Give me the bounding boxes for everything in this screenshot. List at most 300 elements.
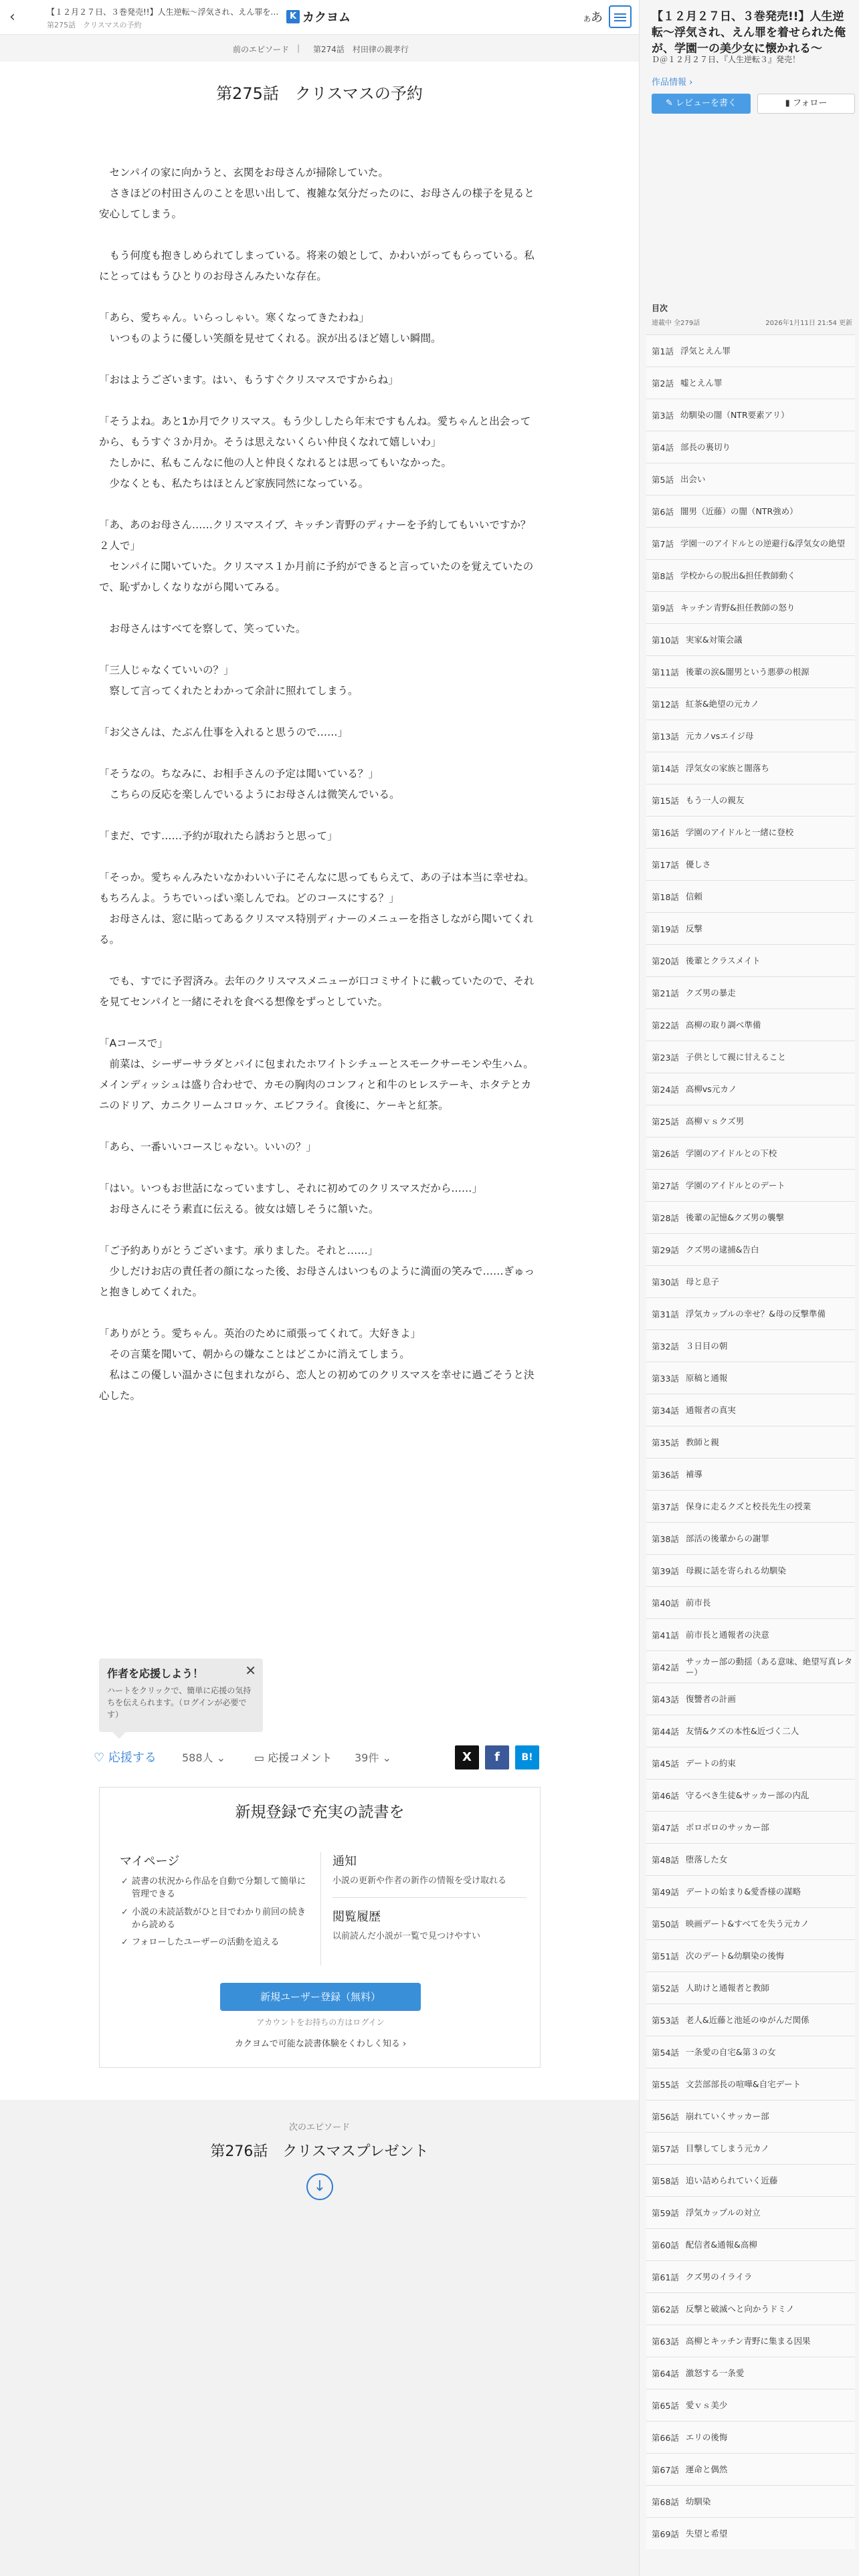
- down-arrow-icon[interactable]: ↓: [306, 2173, 333, 2200]
- chapter-number: 第30話: [652, 1277, 679, 1287]
- body-paragraph: [99, 1158, 541, 1178]
- chapter-title: クズ男の逮捕&告白: [685, 1244, 759, 1255]
- toc-menu-icon[interactable]: [609, 5, 632, 28]
- chapter-item[interactable]: [646, 1683, 855, 1715]
- body-paragraph: さきほどの村田さんのことを思い出して、複雑な気分だったのに、お母さんの様子を見ると安心してしまう。: [99, 187, 535, 220]
- chapter-title: 幼馴染: [685, 2496, 711, 2506]
- episode-nav: 前のエピソード | 第274話 村田律の親孝行: [0, 35, 639, 62]
- register-button[interactable]: 新規ユーザー登録（無料）: [220, 1983, 421, 2011]
- body-paragraph: [99, 847, 541, 867]
- cheer-count[interactable]: 588人 ⌄: [182, 1751, 226, 1764]
- body-paragraph: その言葉を聞いて、朝からの嫌なことはどこかに消えてしまう。: [99, 1348, 410, 1360]
- chapter-title: 浮気とえん罪: [680, 345, 731, 356]
- kakuyomu-logo[interactable]: K カクヨム: [286, 8, 351, 25]
- chapter-item[interactable]: [646, 623, 855, 655]
- chapter-title: 子供として親に甘えること: [685, 1051, 786, 1062]
- body-paragraph: [99, 598, 541, 619]
- chapter-number: 第64話: [652, 2368, 679, 2379]
- chapter-item[interactable]: [646, 591, 855, 623]
- chapter-title: 幼馴染の闇（NTR要素アリ）: [680, 409, 789, 420]
- chapter-number: 第43話: [652, 1694, 679, 1705]
- chapter-title: 出会い: [680, 473, 706, 484]
- cheer-tooltip: [99, 1658, 263, 1732]
- body-paragraph: [99, 287, 541, 308]
- body-paragraph: いつものように優しい笑顔を見せてくれる。涙が出るほど嬉しい瞬間。: [99, 332, 442, 344]
- chapter-number: 第21話: [652, 988, 679, 998]
- chapter-number: 第55話: [652, 2079, 679, 2090]
- body-paragraph: お母さんは、窓に貼ってあるクリスマス特別ディナーのメニューを指さしながら聞いてくれる。: [99, 913, 534, 946]
- chapter-number: 第28話: [652, 1212, 679, 1223]
- chapter-item[interactable]: [646, 1907, 855, 1939]
- chapter-item[interactable]: [646, 784, 855, 816]
- next-episode-title[interactable]: 第276話 クリスマスプレゼント: [210, 2143, 429, 2160]
- chapter-item[interactable]: [646, 1843, 855, 1875]
- chapter-item[interactable]: [646, 1458, 855, 1490]
- toc-title: 目次: [652, 304, 668, 313]
- body-paragraph: もう何度も抱きしめられてしまっている。将来の娘として、かわいがってもらっている。私にとってはもうひとりのお母さんみたいな存在。: [99, 249, 535, 282]
- chapter-number: 第63話: [652, 2336, 679, 2347]
- chapter-title: クズ男のイライラ: [685, 2271, 753, 2282]
- mypage-item: ✓ 読書の状況から作品を自動で分類して簡単に管理できる: [132, 1876, 310, 1901]
- chapter-title: 復讐者の計画: [685, 1693, 736, 1704]
- body-paragraph: 「そうなの。ちなみに、お相手さんの予定は聞いている？」: [99, 768, 379, 780]
- body-paragraph: 前菜は、シーザーサラダとパイに包まれたホワイトシチューとスモークサーモンや生ハム。メインディッシュは盛り合わせで、カモの胸肉のコンフィと和牛のヒレステーキ、ホタテとカニのドリア、カニクリームコロッケ、エビフライ。食後に、ケーキと紅茶。: [99, 1058, 534, 1111]
- chapter-number: 第48話: [652, 1854, 679, 1865]
- chapter-item[interactable]: [646, 1586, 855, 1618]
- chapter-title: 前市長: [685, 1597, 711, 1608]
- chapter-item[interactable]: [646, 1971, 855, 2004]
- chapter-title: 原稿と通報: [685, 1372, 728, 1383]
- chapter-number: 第15話: [652, 795, 679, 806]
- chapter-item[interactable]: [646, 1169, 855, 1201]
- chapter-number: 第11話: [652, 667, 679, 677]
- x-share-icon[interactable]: X: [455, 1745, 479, 1769]
- history-title: 閲覧履歴: [332, 1909, 381, 1924]
- chapter-list: [646, 334, 855, 2549]
- learn-more-link[interactable]: カクヨムで可能な読書体験をくわしく知る ›: [234, 2039, 407, 2049]
- chapter-title: 信頼: [685, 891, 702, 901]
- chapter-title: 嘘とえん罪: [680, 377, 723, 388]
- sidebar-work-title[interactable]: 【１２月２７日、３巻発売!!】人生逆転～浮気され、えん罪を着せられた俺が、学園一の美少女に懐かれる～: [652, 10, 846, 56]
- chapter-title: 保身に走るクズと校長先生の授業: [685, 1501, 812, 1511]
- chapter-number: 第38話: [652, 1533, 679, 1544]
- chapter-title: 学園のアイドルとの下校: [685, 1148, 777, 1158]
- chapter-item[interactable]: [646, 2260, 855, 2292]
- chapter-item[interactable]: [646, 2068, 855, 2100]
- body-paragraph: 「ありがとう。愛ちゃん。英治のために頑張ってくれて。大好きよ」: [99, 1327, 421, 1339]
- chapter-title: ボロボロのサッカー部: [685, 1822, 769, 1832]
- comment-button[interactable]: ▭ 応援コメント: [254, 1751, 332, 1764]
- chapter-title: 闇男（近藤）の闇（NTR強め）: [680, 506, 798, 516]
- chapter-number: 第54話: [652, 2047, 679, 2058]
- chapter-item[interactable]: [646, 2164, 855, 2196]
- chapter-item[interactable]: [646, 880, 855, 912]
- chapter-item[interactable]: [646, 1747, 855, 1779]
- chapter-item[interactable]: [646, 2004, 855, 2036]
- chapter-number: 第27話: [652, 1180, 679, 1191]
- chapter-number: 第26話: [652, 1148, 679, 1159]
- notify-title: 通知: [332, 1854, 357, 1868]
- chapter-title: サッカー部の動揺（ある意味、絶望写真レター）: [685, 1656, 853, 1677]
- sidebar: [639, 0, 859, 2576]
- chapter-item[interactable]: [646, 1554, 855, 1586]
- chapter-item[interactable]: [646, 495, 855, 527]
- body-paragraph: こちらの反応を楽しんでいるようにお母さんは微笑んでいる。: [99, 788, 400, 800]
- body-paragraph: 私はこの優しい温かさに包まれながら、恋人との初めてのクリスマスを幸せに過ごそうと決心した。: [99, 1369, 535, 1402]
- chapter-title: 映画デート&すべてを失う元カノ: [685, 1918, 809, 1929]
- body-paragraph: 察して言ってくれたとわかって余計に照れてしまう。: [99, 685, 359, 697]
- chapter-title: デートの始まり&愛香様の謀略: [685, 1886, 801, 1897]
- chapter-item[interactable]: [646, 976, 855, 1008]
- body-paragraph: 「Aコースで」: [99, 1037, 168, 1049]
- chapter-item[interactable]: [646, 1875, 855, 1907]
- chapter-title: 後輩とクラスメイト: [685, 955, 761, 966]
- body-paragraph: 「そっか。愛ちゃんみたいなかわいい子にそんなに思ってもらえて、あの子は本当に幸せね。もちろんよ。うちでいっぱい楽しんでね。どのコースにする？」: [99, 871, 535, 904]
- mypage-item: ✓ 小説の未読話数がひと目でわかり前回の続きから読める: [132, 1907, 310, 1932]
- body-paragraph: [99, 702, 541, 722]
- chapter-title: キッチン青野&担任教師の怒り: [680, 602, 795, 613]
- chapter-item[interactable]: [646, 2036, 855, 2068]
- body-paragraph: [99, 1220, 541, 1241]
- chapter-item[interactable]: [646, 2357, 855, 2389]
- chapter-number: 第42話: [652, 1662, 679, 1673]
- chapter-title: 浮気カップルの対立: [685, 2207, 761, 2218]
- chapter-number: 第1話: [652, 346, 674, 356]
- chapter-item[interactable]: [646, 1394, 855, 1426]
- body-paragraph: 「おはようございます。はい、もうすぐクリスマスですからね」: [99, 374, 399, 386]
- chapter-title: 激怒する一条愛: [685, 2367, 745, 2378]
- chapter-item[interactable]: [646, 848, 855, 880]
- chapter-title: 失望と希望: [685, 2528, 728, 2539]
- body-paragraph: [99, 225, 541, 245]
- body-paragraph: センパイの家に向かうと、玄関をお母さんが掃除していた。: [99, 167, 389, 179]
- chapter-item[interactable]: [646, 1329, 855, 1362]
- chapter-number: 第2話: [652, 378, 674, 389]
- hatena-share-icon[interactable]: B!: [515, 1745, 539, 1769]
- body-paragraph: でも、すでに予習済み。去年のクリスマスメニューが口コミサイトに載っていたので、それを見てセンパイと一緒にそれを食べる想像をずっとしていた。: [99, 975, 535, 1008]
- body-paragraph: お母さんはすべてを察して、笑っていた。: [99, 623, 306, 635]
- chapter-item[interactable]: [646, 2389, 855, 2421]
- chapter-number: 第8話: [652, 570, 674, 581]
- chapter-item[interactable]: [646, 366, 855, 399]
- chapter-number: 第10話: [652, 635, 679, 645]
- work-title-header[interactable]: 【１２月２７日、３巻発売!!】人生逆転～浮気され、えん罪を…: [47, 7, 279, 17]
- chapter-title: 実家&対策会議: [685, 634, 743, 645]
- chapter-number: 第57話: [652, 2143, 679, 2154]
- review-button[interactable]: ✎ レビューを書く: [652, 94, 751, 114]
- body-paragraph: [99, 950, 541, 971]
- chapter-item[interactable]: [646, 559, 855, 591]
- chapter-number: 第45話: [652, 1758, 679, 1769]
- chapter-title: 目撃してしまう元カノ: [685, 2143, 769, 2153]
- divider: [332, 1897, 527, 1898]
- chapter-item[interactable]: [646, 1939, 855, 1971]
- chapter-item[interactable]: [646, 912, 855, 944]
- next-episode-section[interactable]: [0, 2100, 639, 2576]
- body-paragraph: 「ご予約ありがとうございます。承りました。それと……」: [99, 1245, 379, 1257]
- chapter-item[interactable]: [646, 1233, 855, 1265]
- chapter-item[interactable]: [646, 1137, 855, 1169]
- chapter-item[interactable]: [646, 1618, 855, 1650]
- chapter-number: 第39話: [652, 1566, 679, 1576]
- body-paragraph: 「そうよね。あと1か月でクリスマス。もう少ししたら年末ですもんね。愛ちゃんと出会ってから、もうすぐ３か月か。そうは思えないくらい仲良くなれて嬉しいわ」: [99, 415, 531, 448]
- chapter-item[interactable]: [646, 463, 855, 495]
- chapter-number: 第61話: [652, 2272, 679, 2282]
- chapter-number: 第56話: [652, 2111, 679, 2122]
- chapter-title: 崩れていくサッカー部: [685, 2111, 769, 2121]
- chapter-title: 高柳ｖｓクズ男: [685, 1115, 745, 1126]
- chapter-item[interactable]: [646, 1265, 855, 1297]
- facebook-share-icon[interactable]: f: [485, 1745, 509, 1769]
- chapter-number: 第4話: [652, 442, 674, 453]
- prev-episode-title[interactable]: 第274話 村田律の親孝行: [313, 45, 409, 54]
- chapter-title: 元カノvsエイジ母: [685, 730, 754, 741]
- chapter-number: 第13話: [652, 731, 679, 742]
- cheer-button[interactable]: ♡ 応援する: [94, 1751, 157, 1765]
- chapter-item[interactable]: [646, 720, 855, 752]
- body-paragraph: 少なくとも、私たちはほとんど家族同然になっている。: [99, 477, 369, 490]
- divider: [320, 1852, 321, 1965]
- body-paragraph: [99, 142, 541, 163]
- chapter-number: 第12話: [652, 699, 679, 710]
- chapter-number: 第20話: [652, 956, 679, 966]
- chapter-item[interactable]: [646, 334, 855, 366]
- history-text: 以前読んだ小説が一覧で見つけやすい: [332, 1931, 481, 1941]
- body-paragraph: 「あ、あのお母さん……クリスマスイブ、キッチン青野のディナーを予約してもいいですか？ ２人で」: [99, 519, 541, 552]
- chapter-title: もう一人の親友: [685, 794, 745, 805]
- chapter-number: 第7話: [652, 538, 674, 549]
- chapter-item[interactable]: [646, 1362, 855, 1394]
- chapter-number: 第25話: [652, 1116, 679, 1127]
- chapter-title: ３日目の朝: [685, 1340, 728, 1351]
- chapter-title: 第275話 クリスマスの予約: [216, 84, 423, 103]
- chapter-title: 堕落した女: [685, 1854, 728, 1864]
- chapter-number: 第41話: [652, 1630, 679, 1640]
- chapter-title: 人助けと通報者と教師: [685, 1982, 769, 1993]
- chapter-number: 第6話: [652, 506, 674, 517]
- chapter-title: 学園一のアイドルとの逆避行&浮気女の絶望: [680, 538, 846, 548]
- chapter-item[interactable]: [646, 1073, 855, 1105]
- chapter-number: 第58話: [652, 2175, 679, 2186]
- chapter-title: 配信者&通報&高柳: [685, 2239, 757, 2250]
- follow-button[interactable]: ▮ フォロー: [757, 94, 855, 114]
- logo-mark-icon: K: [286, 10, 300, 23]
- chapter-number: 第3話: [652, 410, 674, 421]
- mypage-title: マイページ: [120, 1854, 180, 1868]
- chapter-item[interactable]: [646, 655, 855, 687]
- chapter-item[interactable]: [646, 2292, 855, 2325]
- chapter-title: 教師と親: [685, 1436, 719, 1447]
- chapter-item[interactable]: [646, 1650, 855, 1683]
- chapter-title: 次のデート&幼馴染の後悔: [685, 1950, 785, 1961]
- chapter-item[interactable]: [646, 2517, 855, 2549]
- action-bar: [94, 1743, 542, 1769]
- chapter-item[interactable]: [646, 2196, 855, 2228]
- body-paragraph: たしかに、私もこんなに他の人と仲良くなれるとは思ってもいなかった。: [99, 457, 452, 469]
- chapter-number: 第37話: [652, 1501, 679, 1512]
- tooltip-title: 作者を応援しよう！: [107, 1667, 204, 1680]
- chapter-title: 後輩の涙&闇男という悪夢の根源: [685, 666, 809, 677]
- pen-icon: ✎: [665, 98, 676, 108]
- sidebar-author[interactable]: Ｄ＠１２月２７日、『人生逆転３』発売！: [652, 55, 801, 64]
- heart-icon: ♡: [94, 1751, 105, 1765]
- chapter-title: 学園のアイドルと一緒に登校: [685, 827, 794, 837]
- chapter-number: 第60話: [652, 2240, 679, 2250]
- body-paragraph: [99, 1303, 541, 1323]
- chapter-title: 高柳vs元カノ: [685, 1083, 737, 1094]
- body-paragraph: 「あら、一番いいコースじゃない。いいの？」: [99, 1141, 316, 1153]
- chapter-number: 第47話: [652, 1822, 679, 1833]
- chapter-number: 第65話: [652, 2400, 679, 2411]
- comment-icon: ▭: [254, 1751, 265, 1764]
- bookmark-icon: ▮: [785, 98, 793, 108]
- work-info-link[interactable]: 作品情報 ›: [652, 78, 693, 88]
- back-arrow-icon[interactable]: ‹: [9, 9, 15, 25]
- chapter-number: 第46話: [652, 1790, 679, 1801]
- episode-body: [99, 142, 541, 1406]
- chapter-number: 第34話: [652, 1405, 679, 1416]
- chapter-number: 第62話: [652, 2304, 679, 2315]
- chapter-item[interactable]: [646, 1490, 855, 1522]
- chapter-title: 紅茶&絶望の元カノ: [685, 698, 759, 709]
- chapter-item[interactable]: [646, 1201, 855, 1233]
- chapter-item[interactable]: [646, 1779, 855, 1811]
- chapter-item[interactable]: [646, 527, 855, 559]
- body-paragraph: お母さんにそう素直に伝える。彼女は嬉しそうに頷いた。: [99, 1203, 379, 1215]
- chapter-item[interactable]: [646, 1041, 855, 1073]
- chapter-number: 第59話: [652, 2208, 679, 2218]
- chapter-title: 浮気女の家族と闇落ち: [685, 762, 769, 773]
- chapter-title: 運命と偶然: [685, 2464, 728, 2474]
- chapter-item[interactable]: [646, 2100, 855, 2132]
- next-episode-label: 次のエピソード: [288, 2123, 350, 2133]
- chapter-number: 第40話: [652, 1598, 679, 1608]
- chapter-number: 第29話: [652, 1245, 679, 1255]
- prev-episode-label[interactable]: 前のエピソード: [233, 45, 290, 54]
- body-paragraph: 「あら、愛ちゃん。いらっしゃい。寒くなってきたわね」: [99, 312, 369, 324]
- chapter-number: 第49話: [652, 1887, 679, 1897]
- body-paragraph: 「三人じゃなくていいの？」: [99, 664, 234, 676]
- chapter-item[interactable]: [646, 2421, 855, 2453]
- chapter-item[interactable]: [646, 1297, 855, 1329]
- chapter-number: 第69話: [652, 2529, 679, 2539]
- chapter-item[interactable]: [646, 399, 855, 431]
- mypage-item: ✓ フォローしたユーザーの活動を追える: [132, 1937, 310, 1949]
- body-paragraph: [99, 1012, 541, 1033]
- chapter-title: クズ男の暴走: [685, 987, 736, 998]
- chapter-title: 守るべき生徒&サッカー部の内乱: [685, 1790, 809, 1800]
- body-paragraph: [99, 805, 541, 826]
- chapter-number: 第16話: [652, 827, 679, 838]
- body-paragraph: [99, 391, 541, 411]
- chapter-title: 高柳の取り調べ準備: [685, 1019, 761, 1030]
- chapter-title: 老人&近藤と池延のゆがんだ関係: [685, 2014, 809, 2025]
- chapter-title: 学校からの脱出&担任教師動く: [680, 570, 796, 580]
- chapter-title: 学園のアイドルとのデート: [685, 1180, 785, 1190]
- chapter-number: 第31話: [652, 1309, 679, 1319]
- chapter-item[interactable]: [646, 2325, 855, 2357]
- chapter-title: 反撃: [685, 923, 702, 934]
- chapter-number: 第33話: [652, 1373, 679, 1384]
- notify-text: 小説の更新や作者の新作の情報を受け取れる: [332, 1876, 507, 1886]
- body-paragraph: [99, 349, 541, 370]
- chapter-number: 第51話: [652, 1951, 679, 1961]
- chapter-number: 第53話: [652, 2015, 679, 2026]
- chapter-title: 追い詰められていく近藤: [685, 2175, 778, 2185]
- chapter-item[interactable]: [646, 1811, 855, 1843]
- chapter-number: 第68話: [652, 2496, 679, 2507]
- body-paragraph: [99, 743, 541, 764]
- body-paragraph: [99, 639, 541, 660]
- register-heading: 新規登録で充実の読書を: [235, 1804, 405, 1821]
- mypage-section: [120, 1852, 310, 1955]
- body-paragraph: 「まだ、です……予約が取れたら誘おうと思って」: [99, 830, 338, 842]
- chapter-title: 前市長と通報者の決意: [685, 1629, 769, 1640]
- tooltip-text: ハートをクリックで、簡単に応援の気持ちを伝えられます。（ログインが必要です）: [107, 1686, 252, 1719]
- chapter-title: 母と息子: [685, 1276, 719, 1287]
- toc-meta: 連載中 全279話 2026年1月11日 21:54 更新: [652, 320, 852, 327]
- chapter-number: 第17話: [652, 859, 679, 870]
- chapter-title: 一条愛の自宅&第３の女: [685, 2046, 776, 2057]
- chapter-title: 後輩の記憶&クズ男の襲撃: [685, 1212, 785, 1222]
- comment-count[interactable]: 39件 ⌄: [355, 1751, 391, 1764]
- chapter-title: 友情&クズの本性&近づく二人: [685, 1725, 799, 1736]
- chapter-number: 第32話: [652, 1341, 679, 1352]
- chapter-item[interactable]: [646, 1715, 855, 1747]
- body-paragraph: 「はい。いつもお世話になっていますし、それに初めてのクリスマスだから……」: [99, 1182, 482, 1194]
- chapter-title: 補導: [685, 1469, 702, 1479]
- top-bar: [0, 0, 639, 35]
- chapter-title: 文芸部部長の喧嘩&自宅デート: [685, 2078, 801, 2089]
- body-paragraph: 「お父さんは、たぶん仕事を入れると思うので……」: [99, 726, 349, 738]
- chapter-number: 第19話: [652, 924, 679, 934]
- chapter-number: 第35話: [652, 1437, 679, 1448]
- body-paragraph: 少しだけお店の責任者の顔になった後、お母さんはいつものように満面の笑みで……ぎゅっと抱きしめてくれた。: [99, 1265, 535, 1298]
- episode-subtitle-header: 第275話 クリスマスの予約: [47, 21, 142, 29]
- chapter-title: エリの後悔: [685, 2432, 728, 2442]
- font-size-button[interactable]: ああ: [583, 11, 603, 25]
- register-box: [99, 1787, 541, 2068]
- chapter-item[interactable]: [646, 1522, 855, 1554]
- chapter-item[interactable]: [646, 816, 855, 848]
- chapter-item[interactable]: [646, 687, 855, 720]
- chapter-item[interactable]: [646, 2485, 855, 2517]
- chapter-number: 第23話: [652, 1052, 679, 1063]
- chapter-number: 第36話: [652, 1469, 679, 1480]
- close-icon[interactable]: ✕: [245, 1662, 256, 1679]
- chapter-item[interactable]: [646, 944, 855, 976]
- chapter-item[interactable]: [646, 752, 855, 784]
- chapter-number: 第52話: [652, 1983, 679, 1994]
- chapter-title: 優しさ: [685, 859, 711, 869]
- login-link[interactable]: アカウントをお持ちの方はログイン: [256, 2018, 385, 2027]
- chapter-item[interactable]: [646, 1105, 855, 1137]
- chapter-number: 第22話: [652, 1020, 679, 1031]
- chapter-number: 第24話: [652, 1084, 679, 1095]
- chapter-title: 反撃と破滅へと向かうドミノ: [685, 2303, 795, 2314]
- chapter-item[interactable]: [646, 2453, 855, 2485]
- chapter-number: 第44話: [652, 1726, 679, 1737]
- chapter-number: 第66話: [652, 2432, 679, 2443]
- chapter-item[interactable]: [646, 2132, 855, 2164]
- chapter-item[interactable]: [646, 1426, 855, 1458]
- chapter-number: 第5話: [652, 474, 674, 485]
- chapter-number: 第67話: [652, 2464, 679, 2475]
- chapter-item[interactable]: [646, 431, 855, 463]
- chapter-item[interactable]: [646, 1008, 855, 1041]
- chapter-item[interactable]: [646, 2228, 855, 2260]
- chapter-title: デートの約束: [685, 1757, 736, 1768]
